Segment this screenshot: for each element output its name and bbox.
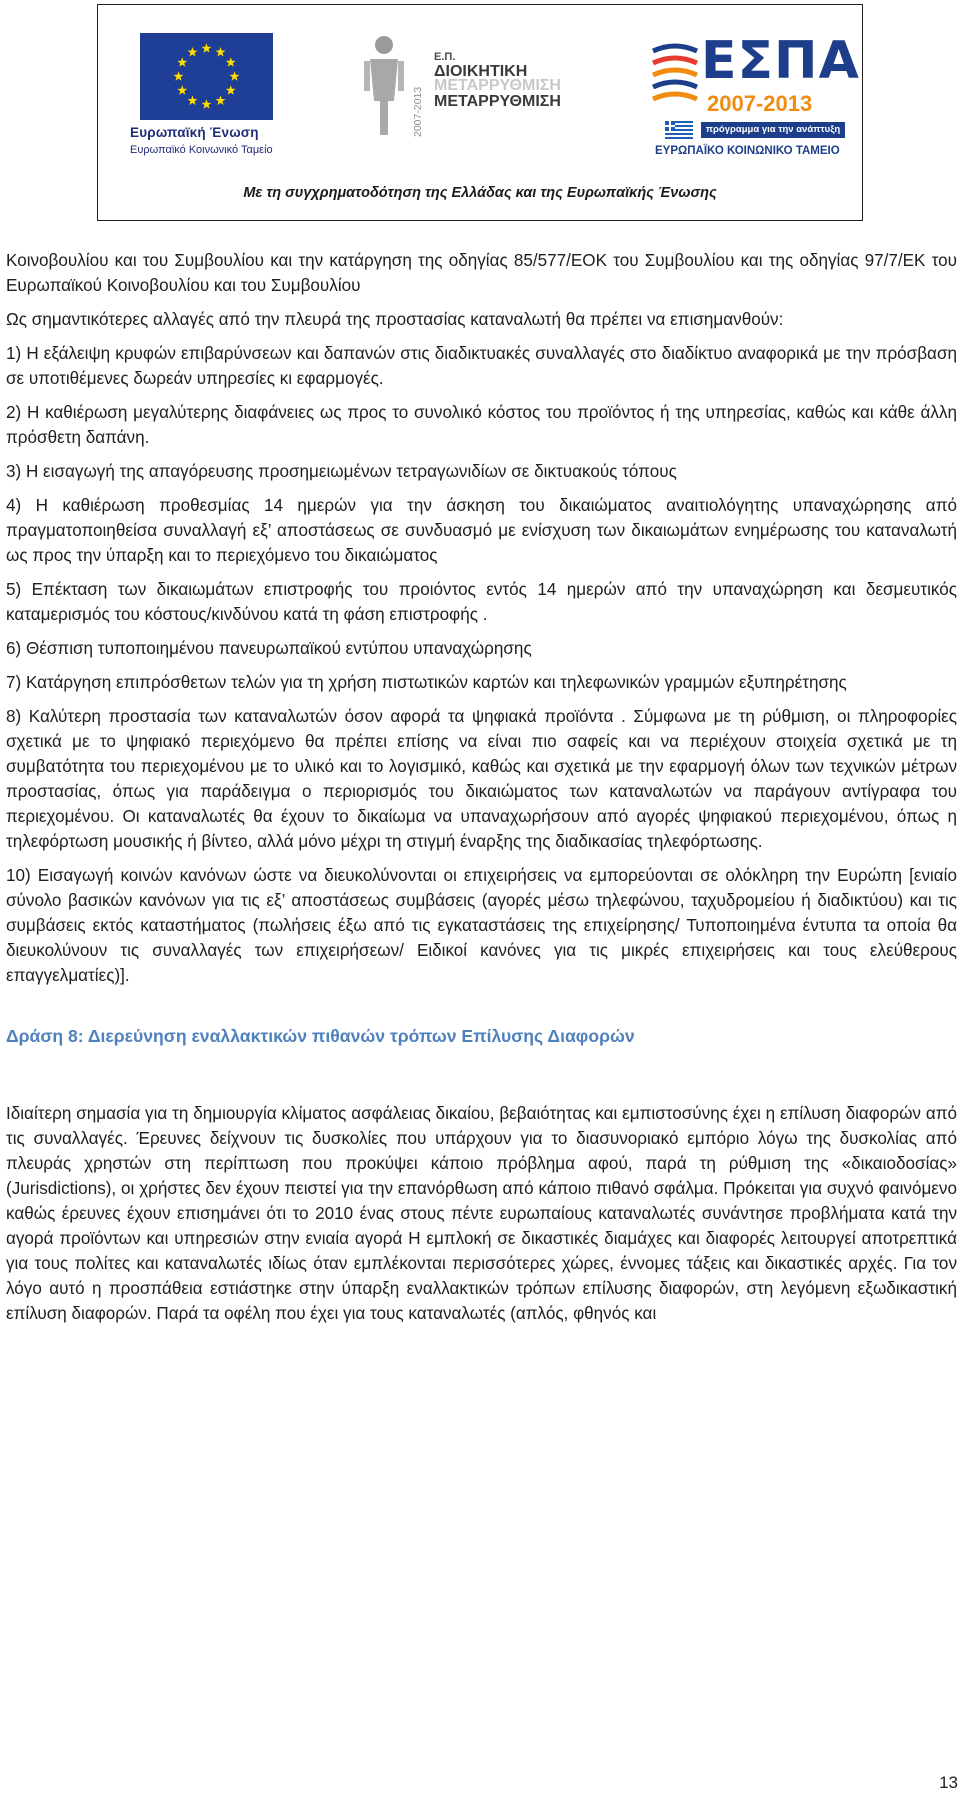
eu-logo — [128, 33, 304, 163]
dm-title-1: ΔΙΟΙΚΗΤΙΚΗ — [434, 63, 528, 80]
document-body — [6, 248, 957, 1339]
espa-wordmark: ΕΣΠΑ — [701, 31, 860, 91]
dm-years: 2007-2013 — [412, 86, 424, 137]
administrative-reform-logo — [360, 31, 590, 161]
eu-fund-caption: Ευρωπαϊκό Κοινωνικό Ταμείο — [130, 144, 273, 156]
espa-program-label: πρόγραμμα για την ανάπτυξη — [701, 122, 845, 138]
dm-title-3: ΜΕΤΑΡΡΥΘΜΙΣΗ — [434, 93, 561, 110]
list-item: 4) Η καθιέρωση προθεσμίας 14 ημερών για την άσκηση του δικαιώματος αναιτιολόγητης υπαναχώρησης από πραγματοποιηθείσα συναλλαγή εξ’ αποστάσεως σε συνδυασμό με ενίσχυση των δικαιωμάτων ενημέρωσης του καταναλωτή ως προς την ύπαρξη και το περιεχόμενο του δικαιώματος — [6, 496, 957, 565]
list-item: 7) Κατάργηση επιπρόσθετων τελών για τη χρήση πιστωτικών καρτών και τηλεφωνικών γραμμών εξυπηρέτησης — [6, 673, 847, 692]
list-item: 6) Θέσπιση τυποποιημένου πανευρωπαϊκού εντύπου υπαναχώρησης — [6, 639, 532, 658]
list-item: 1) Η εξάλειψη κρυφών επιβαρύνσεων και δαπανών στις διαδικτυακές συναλλαγές στο διαδίκτυο αναφορικά με την πρόσβαση σε υποτιθέμενες δωρεάν υπηρεσίες κι εφαρμογές. — [6, 344, 957, 388]
section-heading: Δράση 8: Διερεύνηση εναλλακτικών πιθανών τρόπων Επίλυσης Διαφορών — [6, 1026, 635, 1046]
list-item: 2) Η καθιέρωση μεγαλύτερης διαφάνειες ως προς το συνολικό κόστος του προϊόντος ή της υπηρεσίας, καθώς και κάθε άλλη πρόσθετη δαπάνη. — [6, 403, 957, 447]
cofunding-text: Με τη συγχρηματοδότηση της Ελλάδας και της Ευρωπαϊκής Ένωσης — [243, 185, 717, 201]
page-number: 13 — [939, 1773, 958, 1792]
espa-logo — [651, 31, 860, 165]
espa-fund-label: ΕΥΡΩΠΑΪΚΟ ΚΟΙΝΩΝΙΚΟ ΤΑΜΕΙΟ — [655, 145, 840, 157]
eu-caption: Ευρωπαϊκή Ένωση — [130, 125, 259, 140]
eu-flag-icon — [140, 33, 273, 120]
list-item: 8) Καλύτερη προστασία των καταναλωτών όσον αφορά τα ψηφιακά προϊόντα . Σύμφωνα με τη ρύθμιση, οι πληροφορίες σχετικά με το ψηφιακό περιεχόμενο θα πρέπει επίσης να είναι πιο σαφείς και να περιέχουν στοιχεία σχετικά με τη συμβατότητα του περιεχομένου με το υλικό και το λογισμικό, καθώς και σχετικά με την εφαρμογή όλων των τεχνικών μέτρων προστασίας, όπως για παράδειγμα ο περιορισμός του δικαιώματος των καταναλωτών να παράγουν αντίγραφα του περιεχομένου. Οι καταναλωτές θα έχουν το δικαίωμα να υπαναχωρήσουν από αγορές ψηφιακού περιεχομένου, όπως η τηλεφόρτωση μουσικής ή βίντεο, αλλά μόνο μέχρι τη στιγμή έναρξης της διαδικασίας τηλεφόρτωσης. — [6, 707, 957, 851]
person-icon — [360, 31, 408, 141]
list-item: 3) Η εισαγωγή της απαγόρευσης προσημειωμένων τετραγωνιδίων σε δικτυακούς τόπους — [6, 462, 677, 481]
paragraph: Ιδιαίτερη σημασία για τη δημιουργία κλίματος ασφάλειας δικαίου, βεβαιότητας και εμπιστοσύνης έχει η επίλυση διαφορών από τις συναλλαγές. Έρευνες δείχνουν τις δυσκολίες που υπάρχουν για το διασυνοριακό εμπόριο λόγω της δυσκολίας από πλευράς χρηστών στη περίπτωση που προκύψει κάποιο πρόβλημα αφού, παρά τη ρύθμιση της «δικαιοδοσίας» (Jurisdictions), οι χρήστες δεν έχουν πειστεί για την επανόρθωση από κάποιο πιθανό σφάλμα. Πρόκειται για συχνό φαινόμενο καθώς έρευνες έχουν επισημάνει ότι το 2010 ένας στους πέντε ευρωπαίους καταναλωτές συνάντησε προβλήματα κατά την αγορά προϊόντων και υπηρεσιών στην ενιαία αγορά Η εμπλοκή σε δικαστικές διαμάχες και διαφορές λειτουργεί αποτρεπτικά για τους πολίτες και καταναλωτές ιδίως όταν εμπλέκονται περισσότερες χώρες, έννομες τάξεις και δικαστικές αρχές. Για τον λόγο αυτό η προσπάθεια εστιάστηκε στην ύπαρξη εναλλακτικών τρόπων επίλυσης διαφορών, στη λεγόμενη εξωδικαστική επίλυση διαφορών. Παρά τα οφέλη που έχει για τους καταναλωτές (απλός, φθηνός και — [6, 1104, 957, 1323]
espa-years: 2007-2013 — [707, 91, 813, 116]
paragraph: Κοινοβουλίου και του Συμβουλίου και την κατάργηση της οδηγίας 85/577/ΕΟΚ του Συμβουλίου και της οδηγίας 97/7/ΕΚ του Ευρωπαϊκού Κοινοβουλίου και του Συμβουλίου — [6, 251, 957, 295]
list-item: 10) Εισαγωγή κοινών κανόνων ώστε να διευκολύνονται οι επιχειρήσεις να εμπορεύονται σε ολόκληρη την Ευρώπη [ενιαίο σύνολο βασικών κανόνων για τις εξ’ αποστάσεως συμβάσεις (αγορές μέσω τηλεφώνου, ταχυδρομείου ή διαδικτύου) και τις συμβάσεις εκτός καταστήματος (πωλήσεις έξω από τις εγκαταστάσεις της επιχείρησης/ Τυποποιημένα έντυπα τα οποία θα διευκολύνουν τις συναλλαγές των επιχειρήσεων/ Ειδικοί κανόνες για τις μικρές επιχειρήσεις και τους ελεύθερους επαγγελματίες)]. — [6, 866, 957, 985]
list-item: 5) Επέκταση των δικαιωμάτων επιστροφής του προιόντος εντός 14 ημερών από την υπαναχώρηση και δεσμευτικός καταμερισμός του κόστους/κινδύνου κατά τη φάση επιστροφής . — [6, 580, 957, 624]
espa-waves-icon — [651, 41, 699, 105]
dm-ep-label: Ε.Π. — [434, 51, 456, 63]
paragraph: Ως σημαντικότερες αλλαγές από την πλευρά της προστασίας καταναλωτή θα πρέπει να επισημανθούν: — [6, 310, 784, 329]
cofunding-banner — [97, 4, 863, 221]
greek-flag-icon — [665, 121, 693, 139]
dm-title-2: ΜΕΤΑΡΡΥΘΜΙΣΗ — [434, 77, 561, 94]
